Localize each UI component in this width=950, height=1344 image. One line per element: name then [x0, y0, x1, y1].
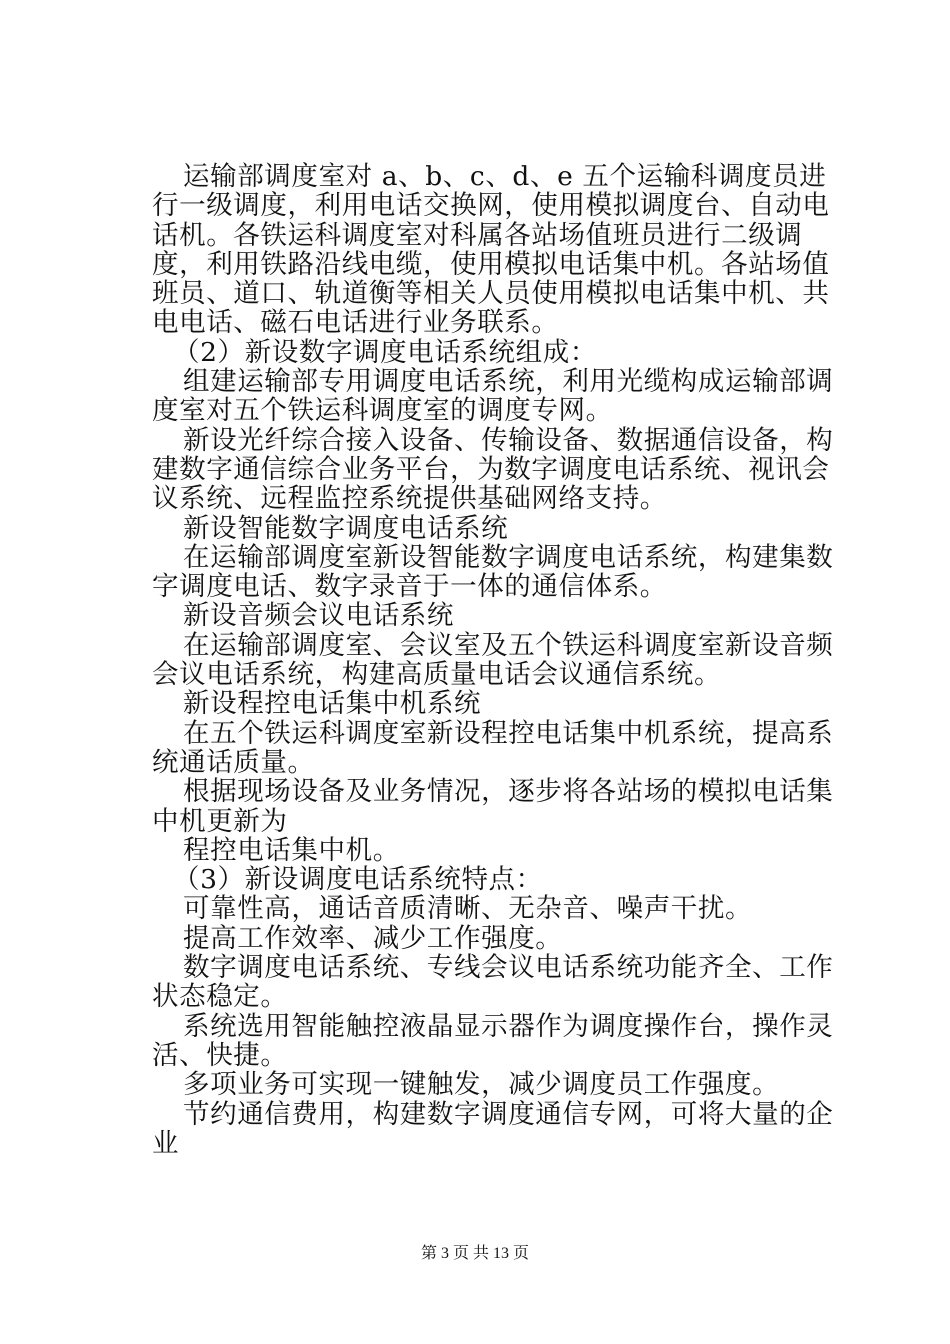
- paragraph-intro: 运输部调度室对 a、b、c、d、e 五个运输科调度员进行一级调度，利用电话交换网，使用模拟调度台、自动电话机。各铁运科调度室对科属各站场值班员进行二级调度，利用铁路沿线电缆，使用模拟电话集中机。各站场值班员、道口、轨道衡等相关人员使用模拟电话集中机、共电电话、磁石电话进行业务联系。: [152, 161, 830, 339]
- paragraph-audio-conference: 在运输部调度室、会议室及五个铁运科调度室新设音频会议电话系统，构建高质量电话会议通信系统。: [152, 629, 834, 691]
- paragraph-dedicated-network: 组建运输部专用调度电话系统，利用光缆构成运输部调度室对五个铁运科调度室的调度专网。: [152, 366, 834, 427]
- feature-stability: 数字调度电话系统、专线会议电话系统功能齐全、工作状态稳定。: [152, 952, 834, 1013]
- feature-reliability: 可靠性高，通话音质清晰、无杂音、噪声干扰。: [183, 893, 753, 925]
- page-footer: 第 3 页 共 13 页: [420, 1245, 529, 1262]
- feature-efficiency: 提高工作效率、减少工作强度。: [183, 922, 563, 954]
- subheading-smart-dispatch: 新设智能数字调度电话系统: [183, 512, 509, 544]
- subheading-audio-conference: 新设音频会议电话系统: [183, 600, 454, 632]
- paragraph-fiber-access: 新设光纤综合接入设备、传输设备、数据通信设备，构建数字通信综合业务平台，为数字调度电话系统、视讯会议系统、远程监控系统提供基础网络支持。: [152, 424, 834, 515]
- feature-one-key: 多项业务可实现一键触发，减少调度员工作强度。: [183, 1069, 780, 1101]
- paragraph-upgrade-cont: 程控电话集中机。: [183, 834, 400, 866]
- heading-section-2: （2）新设数字调度电话系统组成：: [173, 336, 597, 368]
- body-text: [152, 162, 842, 1158]
- feature-touch-console: 系统选用智能触控液晶显示器作为调度操作台，操作灵活、快捷。: [152, 1010, 834, 1071]
- paragraph-upgrade: 根据现场设备及业务情况，逐步将各站场的模拟电话集中机更新为: [152, 776, 834, 837]
- heading-section-3: （3）新设调度电话系统特点：: [173, 864, 543, 896]
- subheading-program-control: 新设程控电话集中机系统: [183, 688, 482, 720]
- feature-cost-saving: 节约通信费用，构建数字调度通信专网，可将大量的企业: [152, 1098, 834, 1159]
- paragraph-smart-dispatch: 在运输部调度室新设智能数字调度电话系统，构建集数字调度电话、数字录音于一体的通信体系。: [152, 541, 834, 603]
- paragraph-program-control: 在五个铁运科调度室新设程控电话集中机系统，提高系统通话质量。: [152, 717, 834, 778]
